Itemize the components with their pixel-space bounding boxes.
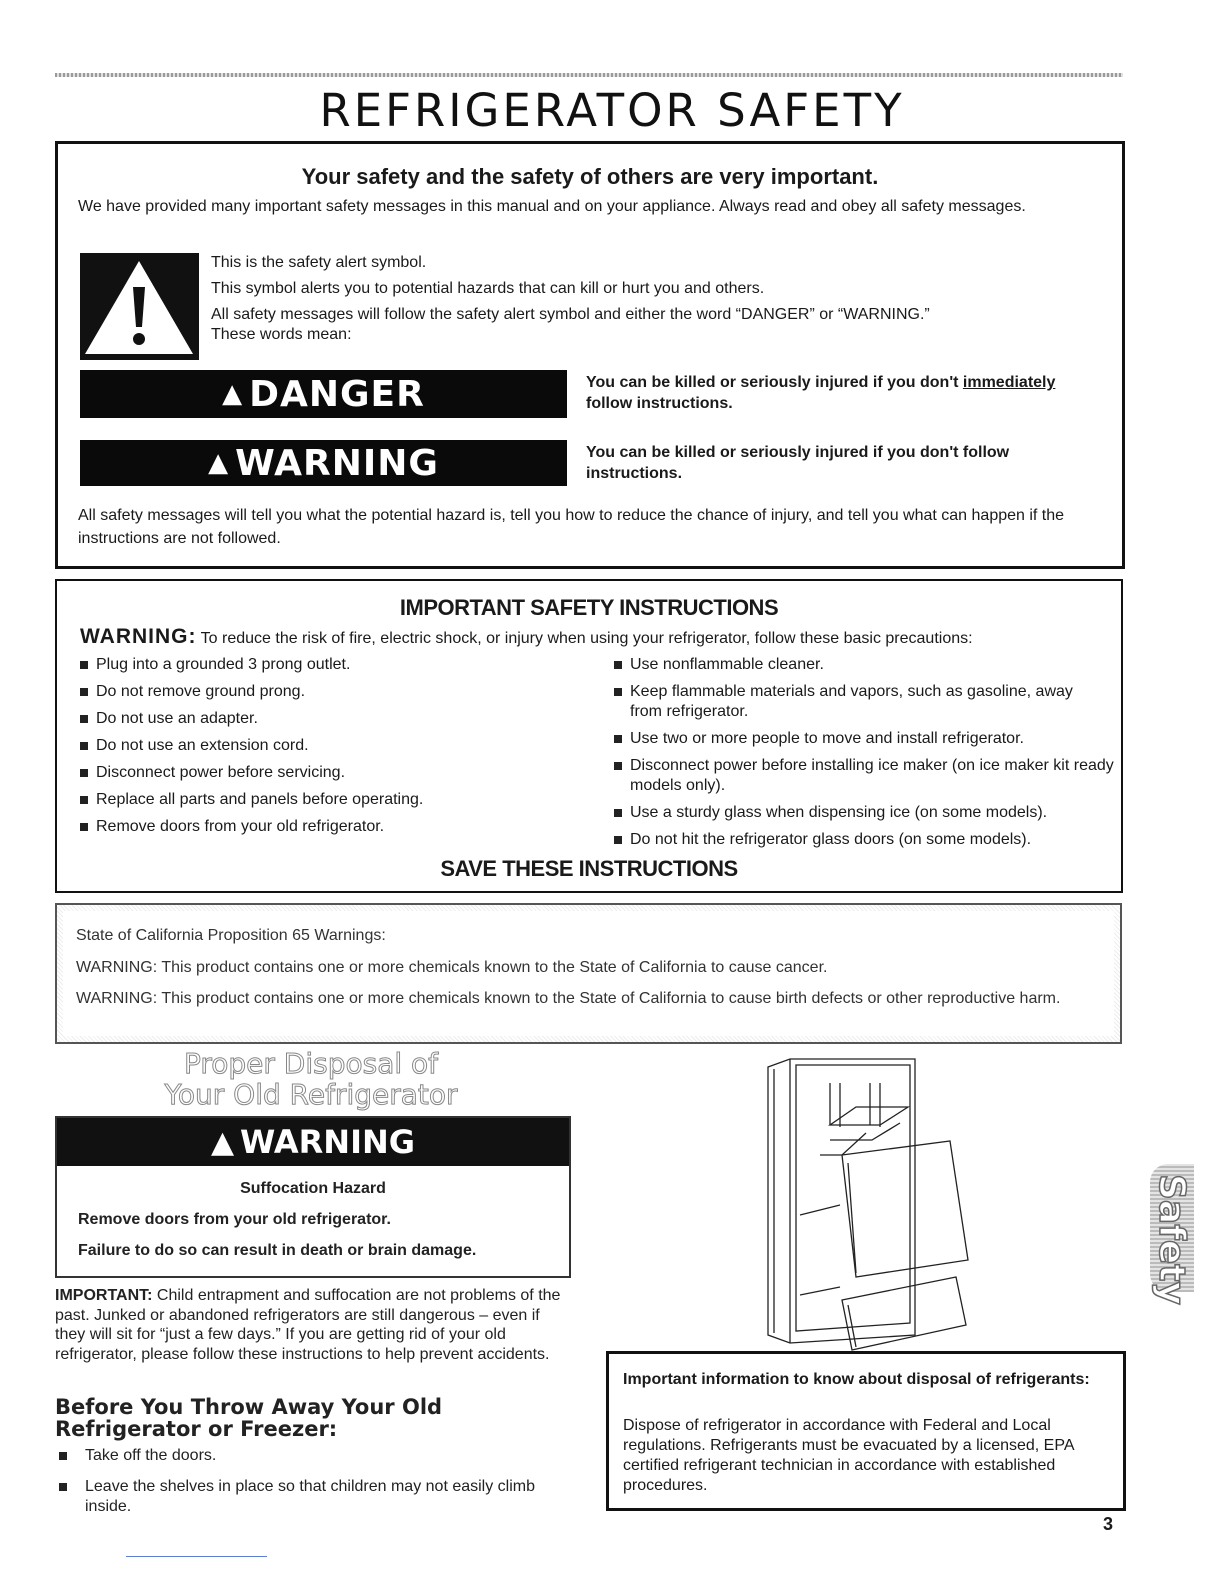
hazard-line: Remove doors from your old refrigerator. bbox=[78, 1211, 391, 1228]
warning-description: You can be killed or seriously injured if you don't follow instructions. bbox=[586, 444, 1010, 482]
important-safety-instructions bbox=[55, 579, 1123, 893]
prop65-inner bbox=[63, 911, 1114, 1036]
alert-triangle-icon: ▲ bbox=[210, 1124, 235, 1160]
important-paragraph: IMPORTANT: Child entrapment and suffocation are not problems of the past. Junked or abandoned refrigerators are still dangerous – even if they will sit for “just a few days.” If you are getting rid of your old refrigerator, please follow these instructions to help prevent accidents. bbox=[55, 1287, 561, 1363]
refrigerator-illustration bbox=[760, 1055, 980, 1355]
list-item: Plug into a grounded 3 prong outlet. bbox=[80, 655, 580, 675]
refrigerant-info-box bbox=[606, 1351, 1126, 1511]
alert-line: These words mean: bbox=[211, 326, 352, 343]
list-item: Remove doors from your old refrigerator. bbox=[80, 817, 580, 837]
page-number: 3 bbox=[1103, 1514, 1114, 1534]
instructions-right-column bbox=[614, 655, 1114, 850]
prop65-line: WARNING: This product contains one or more chemicals known to the State of California to cause cancer. bbox=[76, 959, 828, 976]
prop65-line: WARNING: This product contains one or more chemicals known to the State of California to cause birth defects or other reproductive harm. bbox=[76, 990, 1061, 1007]
safety-heading: Your safety and the safety of others are very important. bbox=[301, 164, 879, 189]
list-item: Replace all parts and panels before operating. bbox=[80, 790, 580, 810]
safety-intro-box bbox=[55, 141, 1125, 569]
top-rule bbox=[55, 73, 1123, 77]
warning-signal-word: ▲ WARNING bbox=[57, 1118, 569, 1166]
instructions-left-column bbox=[80, 655, 580, 837]
list-item: Do not use an extension cord. bbox=[80, 736, 580, 756]
danger-description: You can be killed or seriously injured if you don't immediately follow instructions. bbox=[586, 374, 1056, 412]
info-text: Dispose of refrigerator in accordance with Federal and Local regulations. Refrigerants must be evacuated by a licensed, EPA certified refrigerant technician in accordance with established procedures. bbox=[623, 1417, 1074, 1494]
alert-line: This symbol alerts you to potential hazards that can kill or hurt you and others. bbox=[211, 280, 765, 297]
instructions-warning: WARNING: To reduce the risk of fire, electric shock, or injury when using your refrigerator, follow these basic precautions: bbox=[80, 625, 973, 648]
instructions-title: IMPORTANT SAFETY INSTRUCTIONS bbox=[399, 595, 779, 620]
before-throw-away-heading: Before You Throw Away Your Old Refrigerator or Freezer: bbox=[55, 1395, 443, 1441]
list-item: Do not hit the refrigerator glass doors (on some models). bbox=[614, 830, 1114, 850]
list-item: Keep flammable materials and vapors, such as gasoline, away from refrigerator. bbox=[614, 682, 1100, 722]
prop65-box bbox=[55, 903, 1122, 1044]
list-item: Use two or more people to move and install refrigerator. bbox=[614, 729, 1114, 749]
list-item: Leave the shelves in place so that children may not easily climb inside. bbox=[55, 1477, 575, 1517]
danger-signal-word: ▲ DANGER bbox=[80, 370, 567, 418]
list-item: Use nonflammable cleaner. bbox=[614, 655, 1114, 675]
section-tab-safety[interactable]: Safety bbox=[1150, 1164, 1194, 1292]
alert-triangle-icon: ▲ bbox=[208, 448, 230, 478]
list-item: Disconnect power before servicing. bbox=[80, 763, 580, 783]
disposal-title: Proper Disposal of Your Old Refrigerator bbox=[164, 1047, 458, 1111]
safety-intro: We have provided many important safety messages in this manual and on your appliance. Always read and obey all safety messages. bbox=[78, 198, 1026, 215]
save-instructions: SAVE THESE INSTRUCTIONS bbox=[440, 856, 738, 881]
hazard-line: Failure to do so can result in death or brain damage. bbox=[78, 1242, 477, 1259]
list-item: Do not remove ground prong. bbox=[80, 682, 580, 702]
safety-closing: All safety messages will tell you what the potential hazard is, tell you how to reduce the chance of injury, and tell you what can happen if the instructions are not followed. bbox=[78, 507, 1065, 547]
list-item: Take off the doors. bbox=[55, 1446, 575, 1466]
alert-line: All safety messages will follow the safety alert symbol and either the word “DANGER” or “WARNING.” bbox=[211, 306, 930, 323]
bottom-link-underline bbox=[126, 1556, 267, 1557]
alert-triangle-icon: ▲ bbox=[222, 379, 244, 409]
warning-signal-word: ▲ WARNING bbox=[80, 440, 567, 486]
info-heading: Important information to know about disposal of refrigerants: bbox=[623, 1371, 1090, 1388]
alert-line: This is the safety alert symbol. bbox=[211, 254, 427, 271]
list-item: Use a sturdy glass when dispensing ice (on some models). bbox=[614, 803, 1114, 823]
prop65-line: State of California Proposition 65 Warnings: bbox=[76, 927, 386, 944]
list-item: Do not use an adapter. bbox=[80, 709, 580, 729]
alert-symbol-explanation bbox=[211, 254, 1091, 352]
suffocation-warning-box bbox=[55, 1116, 571, 1278]
hazard-title: Suffocation Hazard bbox=[240, 1180, 386, 1197]
list-item: Disconnect power before installing ice maker (on ice maker kit ready models only). bbox=[614, 756, 1120, 796]
page-title: REFRIGERATOR SAFETY bbox=[319, 84, 905, 137]
safety-alert-icon bbox=[80, 253, 199, 360]
